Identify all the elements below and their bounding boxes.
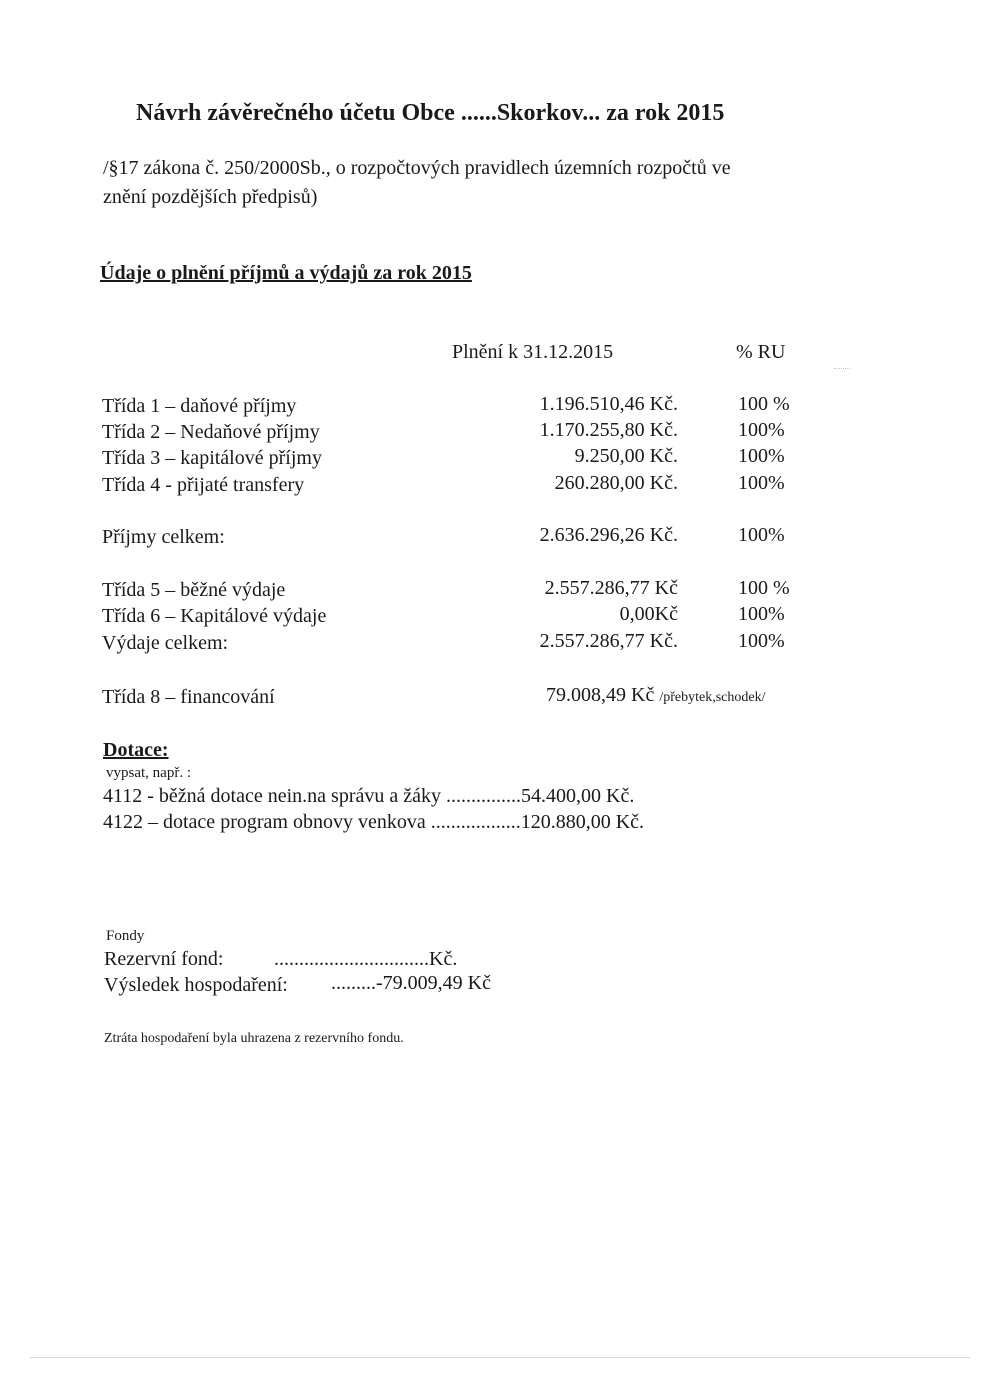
total-income-percent: 100% [738, 524, 785, 546]
dotace-item: 4112 - běžná dotace nein.na správu a žáky ...............54.400,00 Kč. [103, 785, 635, 807]
legal-reference-line-2: znění pozdějších předpisů) [103, 186, 318, 208]
column-header-percent: % RU [736, 341, 786, 363]
financing-amount [546, 684, 765, 707]
row-amount: 2.557.286,77 Kč [544, 577, 678, 599]
fondy-heading: Fondy [106, 928, 145, 944]
rezervni-fond-value: ...............................Kč. [274, 948, 458, 970]
row-label: Třída 2 – Nedaňové příjmy [102, 421, 320, 443]
document-title: Návrh závěrečného účetu Obce ......Skorkov... za rok 2015 [136, 100, 725, 126]
row-percent: 100% [738, 445, 785, 467]
financing-note: /přebytek,schodek/ [659, 690, 766, 705]
row-amount: 260.280,00 Kč. [554, 472, 678, 494]
row-amount: 0,00Kč [619, 603, 678, 625]
row-label: Třída 1 – daňové příjmy [102, 395, 297, 417]
legal-reference-line-1: /§17 zákona č. 250/2000Sb., o rozpočtových pravidlech územních rozpočtů ve [103, 157, 731, 179]
vysledek-label: Výsledek hospodaření: [104, 974, 288, 996]
rezervni-fond-label: Rezervní fond: [104, 948, 224, 970]
total-expense-percent: 100% [738, 630, 785, 652]
row-amount: 1.170.255,80 Kč. [539, 419, 678, 441]
row-percent: 100% [738, 419, 785, 441]
total-income-amount: 2.636.296,26 Kč. [539, 524, 678, 546]
financing-amount-value: 79.008,49 Kč [546, 684, 655, 706]
vysledek-value: .........-79.009,49 Kč [331, 972, 491, 994]
row-amount: 9.250,00 Kč. [574, 445, 678, 467]
row-percent: 100% [738, 603, 785, 625]
row-label: Třída 4 - přijaté transfery [102, 474, 305, 496]
total-expense-label: Výdaje celkem: [102, 632, 229, 654]
scan-speck [834, 368, 850, 372]
row-percent: 100 % [738, 393, 790, 415]
dotace-heading: Dotace: [103, 739, 169, 761]
total-expense-amount: 2.557.286,77 Kč. [539, 630, 678, 652]
scan-edge-line [30, 1357, 970, 1358]
row-label: Třída 5 – běžné výdaje [102, 579, 286, 601]
total-income-label: Příjmy celkem: [102, 526, 225, 548]
dotace-hint: vypsat, např. : [106, 765, 191, 781]
row-percent: 100 % [738, 577, 790, 599]
row-label: Třída 6 – Kapitálové výdaje [102, 605, 327, 627]
column-header-amount: Plnění k 31.12.2015 [452, 341, 614, 363]
row-label: Třída 3 – kapitálové příjmy [102, 447, 322, 469]
dotace-item: 4122 – dotace program obnovy venkova ..................120.880,00 Kč. [103, 811, 645, 833]
financing-label: Třída 8 – financování [102, 686, 275, 708]
section-heading: Údaje o plnění příjmů a výdajů za rok 2015 [100, 262, 472, 284]
row-percent: 100% [738, 472, 785, 494]
footer-note: Ztráta hospodaření byla uhrazena z rezervního fondu. [104, 1031, 404, 1046]
row-amount: 1.196.510,46 Kč. [539, 393, 678, 415]
